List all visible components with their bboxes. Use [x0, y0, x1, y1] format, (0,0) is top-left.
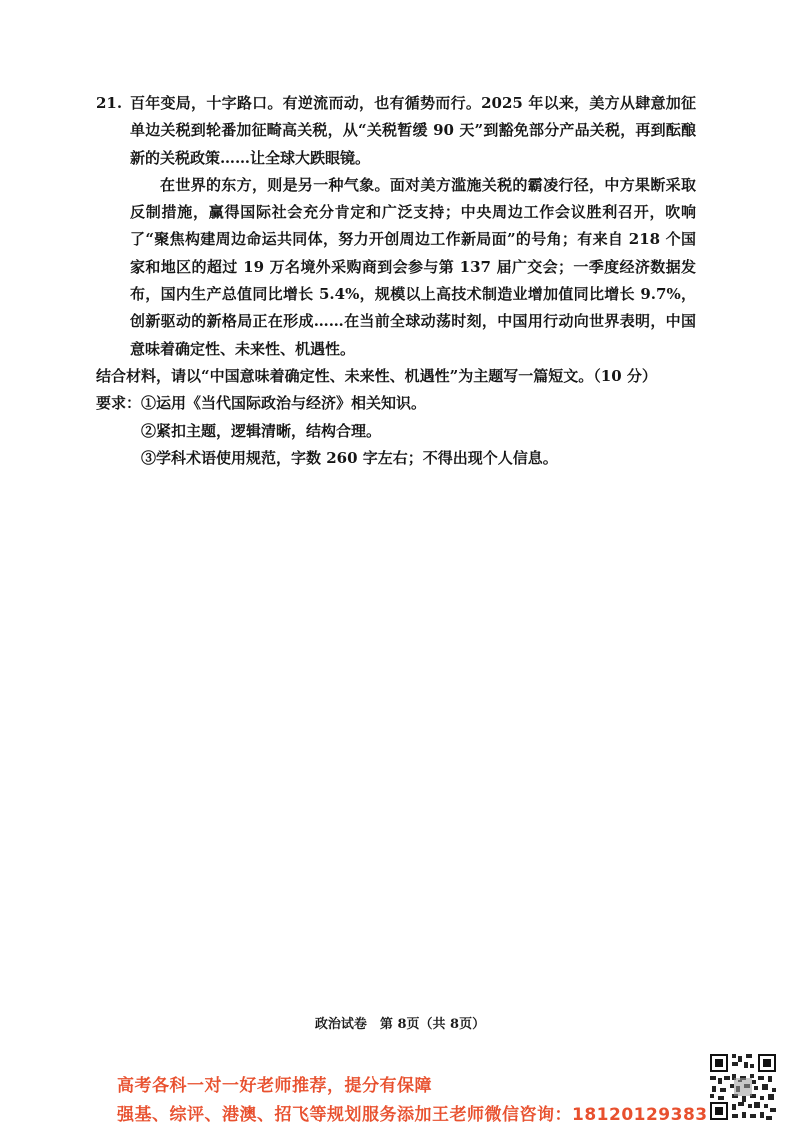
requirement-1	[96, 390, 696, 417]
question-prompt: 结合材料，请以“中国意味着确定性、未来性、机遇性”为主题写一篇短文。（10 分）	[96, 366, 657, 385]
requirement-3: ③学科术语使用规范，字数 260 字左右；不得出现个人信息。	[141, 448, 558, 467]
material-paragraph-2: 在世界的东方，则是另一种气象。面对美方滥施关税的霸凌行径，中方果断采取反制措施，赢得国际社会充分肯定和广泛支持；中央周边工作会议胜利召开，吹响了“聚焦构建周边命运共同体，努力开创周边工作新局面”的号角；有来自 218 个国家和地区的超过 19 万名境外采购商到会参与第 137 届广交会；一季度经济数据发布，国内生产总值同比增长 5.4%，规模以上高技术制造业增加值同比增长 9.7%，创新驱动的新格局正在形成……在当前全球动荡时刻，中国用行动向世界表明，中国意味着确定性、未来性、机遇性。	[130, 175, 696, 358]
requirement-1-text: ①运用《当代国际政治与经济》相关知识。	[141, 394, 427, 413]
qr-code-icon	[708, 1052, 778, 1122]
advert-line-1: 高考各科一对一好老师推荐，提分有保障	[117, 1076, 432, 1096]
question-21	[96, 90, 696, 472]
requirement-2: ②紧扣主题，逻辑清晰，结构合理。	[141, 421, 382, 440]
requirements-label: 要求：	[96, 394, 142, 413]
advert-line-2: 强基、综评、港澳、招飞等规划服务添加王老师微信咨询：18120129383	[117, 1105, 708, 1125]
question-number: 21.	[96, 94, 123, 112]
material-paragraph-1: 百年变局，十字路口。有逆流而动，也有循势而行。2025 年以来，美方从肆意加征单边关税到轮番加征畸高关税，从“关税暂缓 90 天”到豁免部分产品关税，再到酝酿新的关税政策……让全球大跌眼镜。	[130, 94, 696, 167]
question-body	[130, 90, 696, 363]
page-footer: 政治试卷 第 8页（共 8页）	[314, 1017, 486, 1032]
